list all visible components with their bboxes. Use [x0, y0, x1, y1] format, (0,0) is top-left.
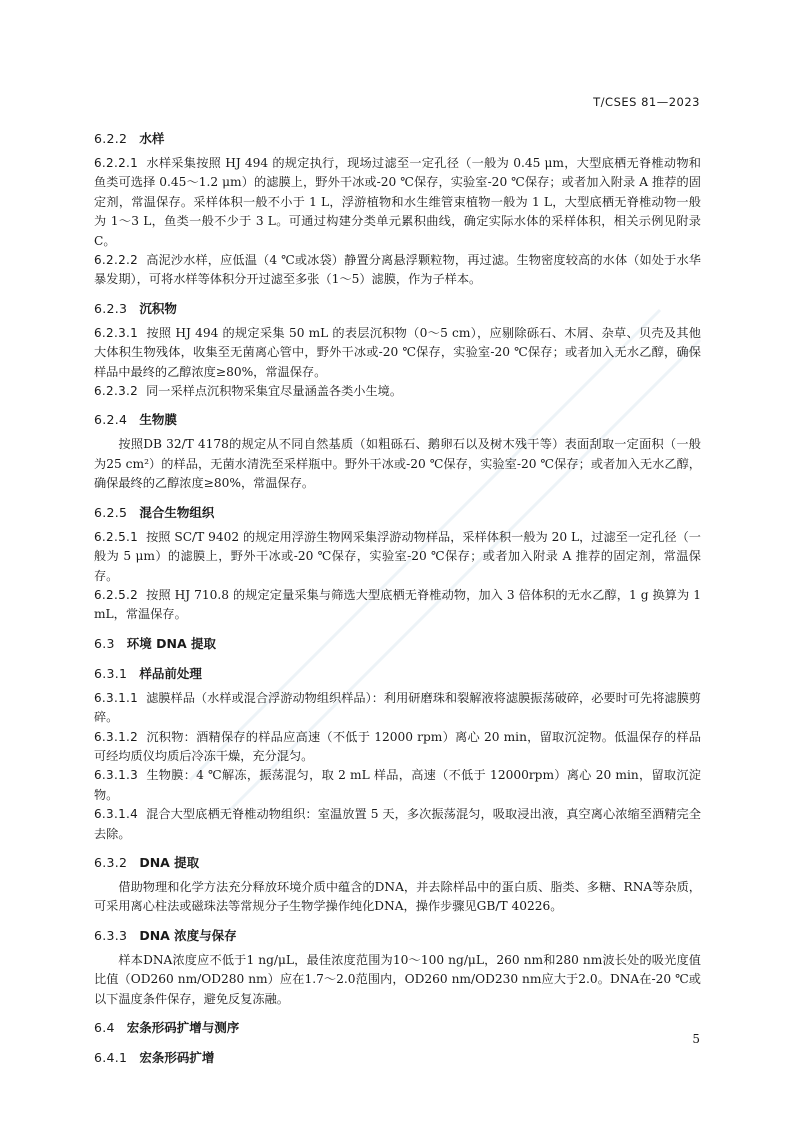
section-title: 环境 DNA 提取 — [126, 635, 216, 651]
paragraph-text: 同一采样点沉积物采集宜尽量涵盖各类小生境。 — [146, 384, 403, 399]
clause-number: 6.2.3.2 — [94, 384, 139, 399]
section-number: 6.4 — [94, 1020, 115, 1035]
section-heading — [94, 294, 701, 324]
paragraph — [94, 586, 701, 625]
section-heading — [94, 124, 701, 154]
section-title: 样品前处理 — [139, 665, 202, 681]
standard-code: T/CSES 81—2023 — [593, 95, 700, 109]
paragraph-text: 滤膜样品（水样或混合浮游动物组织样品）：利用研磨珠和裂解液将滤膜振荡破碎，必要时可先将滤膜剪碎。 — [94, 690, 701, 725]
paragraph — [94, 154, 701, 251]
section-number: 6.2.4 — [94, 412, 128, 428]
paragraph-text: 样本DNA浓度应不低于1 ng/μL，最佳浓度范围为10～100 ng/μL，260 nm和280 nm波长处的吸光度值比值（OD260 nm/OD280 nm）应在1.7～2.0范围内，OD260 nm/OD230 nm应大于2.0。DNA在-20 ℃或以下温度条件保存，避免反复冻融。 — [94, 952, 701, 1006]
clause-number: 6.3.1.4 — [94, 807, 139, 822]
paragraph-text: 按照 HJ 494 的规定采集 50 mL 的表层沉积物（0～5 cm），应剔除砾石、木屑、杂草、贝壳及其他大体积生物残体，收集至无菌离心管中，野外干冰或-20 ℃保存，实验室-20 ℃保存；或者加入无水乙醇，确保样品中最终的乙醇浓度≥80%，常温保存。 — [94, 325, 701, 379]
section-heading — [94, 659, 701, 689]
section-heading — [94, 848, 701, 878]
paragraph-text: 按照 SC/T 9402 的规定用浮游生物网采集浮游动物样品，采样体积一般为 20 L，过滤至一定孔径（一般为 5 μm）的滤膜上，野外干冰或-20 ℃保存，实验室-20 ℃保存；或者加入附录 A 推荐的固定剂，常温保存。 — [94, 529, 701, 583]
paragraph — [94, 382, 701, 401]
clause-number: 6.3.1.1 — [94, 690, 139, 705]
section-number: 6.3.2 — [94, 854, 128, 870]
section-title: 混合生物组织 — [139, 504, 215, 520]
section-number: 6.2.5 — [94, 504, 128, 520]
clause-number: 6.2.2.1 — [94, 156, 139, 170]
section-heading — [94, 405, 701, 435]
section-number: 6.3.3 — [94, 927, 128, 943]
page-number: 5 — [692, 1032, 700, 1046]
paragraph-text: 借助物理和化学方法充分释放环境介质中蕴含的DNA，并去除样品中的蛋白质、脂类、多糖、RNA等杂质，可采用离心柱法或磁珠法等常规分子生物学操作纯化DNA，操作步骤见GB/T 40226。 — [94, 879, 701, 914]
clause-number: 6.2.5.1 — [94, 529, 139, 544]
clause-number: 6.3.1.3 — [94, 768, 139, 783]
section-title: 生物膜 — [139, 412, 177, 428]
paragraph — [94, 766, 701, 805]
paragraph — [94, 728, 701, 767]
section-title: 沉积物 — [139, 300, 177, 316]
section-title: 水样 — [139, 131, 165, 146]
paragraph — [94, 805, 701, 844]
paragraph-text: 水样采集按照 HJ 494 的规定执行，现场过滤至一定孔径（一般为 0.45 μm，大型底栖无脊椎动物和鱼类可选择 0.45～1.2 μm）的滤膜上，野外干冰或-20 ℃保存，实验室-20 ℃保存；或者加入附录 A 推荐的固定剂，常温保存。采样体积一般不小于 1 L，浮游植物和水生维管束植物一般为 1 L，大型底栖无脊椎动物一般为 1～3 L，鱼类一般不少于 3 L。可通过构建分类单元累积曲线，确定实际水体的采样体积，相关示例见附录 C。 — [94, 156, 701, 248]
section-heading — [94, 498, 701, 528]
section-number: 6.2.2 — [94, 131, 128, 146]
section-title: 宏条形码扩增 — [139, 1050, 215, 1065]
paragraph-text: 按照 HJ 710.8 的规定定量采集与筛选大型底栖无脊椎动物，加入 3 倍体积的无水乙醇，1 g 换算为 1 mL，常温保存。 — [94, 587, 701, 622]
paragraph — [94, 251, 701, 290]
section-heading — [94, 921, 701, 951]
section-number: 6.3 — [94, 635, 115, 651]
paragraph — [94, 689, 701, 728]
section-title: DNA 提取 — [139, 854, 200, 870]
paragraph-text: 按照DB 32/T 4178的规定从不同自然基质（如粗砾石、鹅卵石以及树木残干等）表面刮取一定面积（一般为25 cm²）的样品，无菌水清洗至采样瓶中。野外干冰或-20 ℃保存，实验室-20 ℃保存；或者加入无水乙醇，确保最终的乙醇浓度≥80%，常温保存。 — [94, 437, 701, 491]
paragraph — [94, 878, 701, 917]
section-number: 6.4.1 — [94, 1050, 128, 1065]
paragraph — [94, 951, 701, 1009]
clause-number: 6.2.2.2 — [94, 253, 139, 268]
paragraph-text: 生物膜：4 ℃解冻，振荡混匀，取 2 mL 样品，高速（不低于 12000rpm）离心 20 min，留取沉淀物。 — [94, 768, 701, 802]
clause-number: 6.2.3.1 — [94, 325, 139, 340]
paragraph — [94, 528, 701, 586]
section-title: DNA 浓度与保存 — [139, 927, 237, 943]
clause-number: 6.3.1.2 — [94, 729, 139, 744]
paragraph-text: 高泥沙水样，应低温（4 ℃或冰袋）静置分离悬浮颗粒物，再过滤。生物密度较高的水体（如处于水华暴发期），可将水样等体积分开过滤至多张（1～5）滤膜，作为子样本。 — [94, 253, 701, 287]
paragraph — [94, 324, 701, 382]
section-number: 6.2.3 — [94, 300, 128, 316]
clause-number: 6.2.5.2 — [94, 587, 139, 602]
section-number: 6.3.1 — [94, 665, 128, 681]
section-heading — [94, 1013, 701, 1043]
paragraph-text: 沉积物：酒精保存的样品应高速（不低于 12000 rpm）离心 20 min，留取沉淀物。低温保存的样品可经均质仪均质后冷冻干燥，充分混匀。 — [94, 729, 701, 763]
section-heading — [94, 1043, 701, 1073]
section-title: 宏条形码扩增与测序 — [126, 1020, 240, 1035]
document-body — [94, 124, 701, 1073]
paragraph — [94, 435, 701, 493]
section-heading — [94, 629, 701, 659]
paragraph-text: 混合大型底栖无脊椎动物组织：室温放置 5 天，多次振荡混匀，吸取浸出液，真空离心浓缩至酒精完全去除。 — [94, 807, 701, 841]
